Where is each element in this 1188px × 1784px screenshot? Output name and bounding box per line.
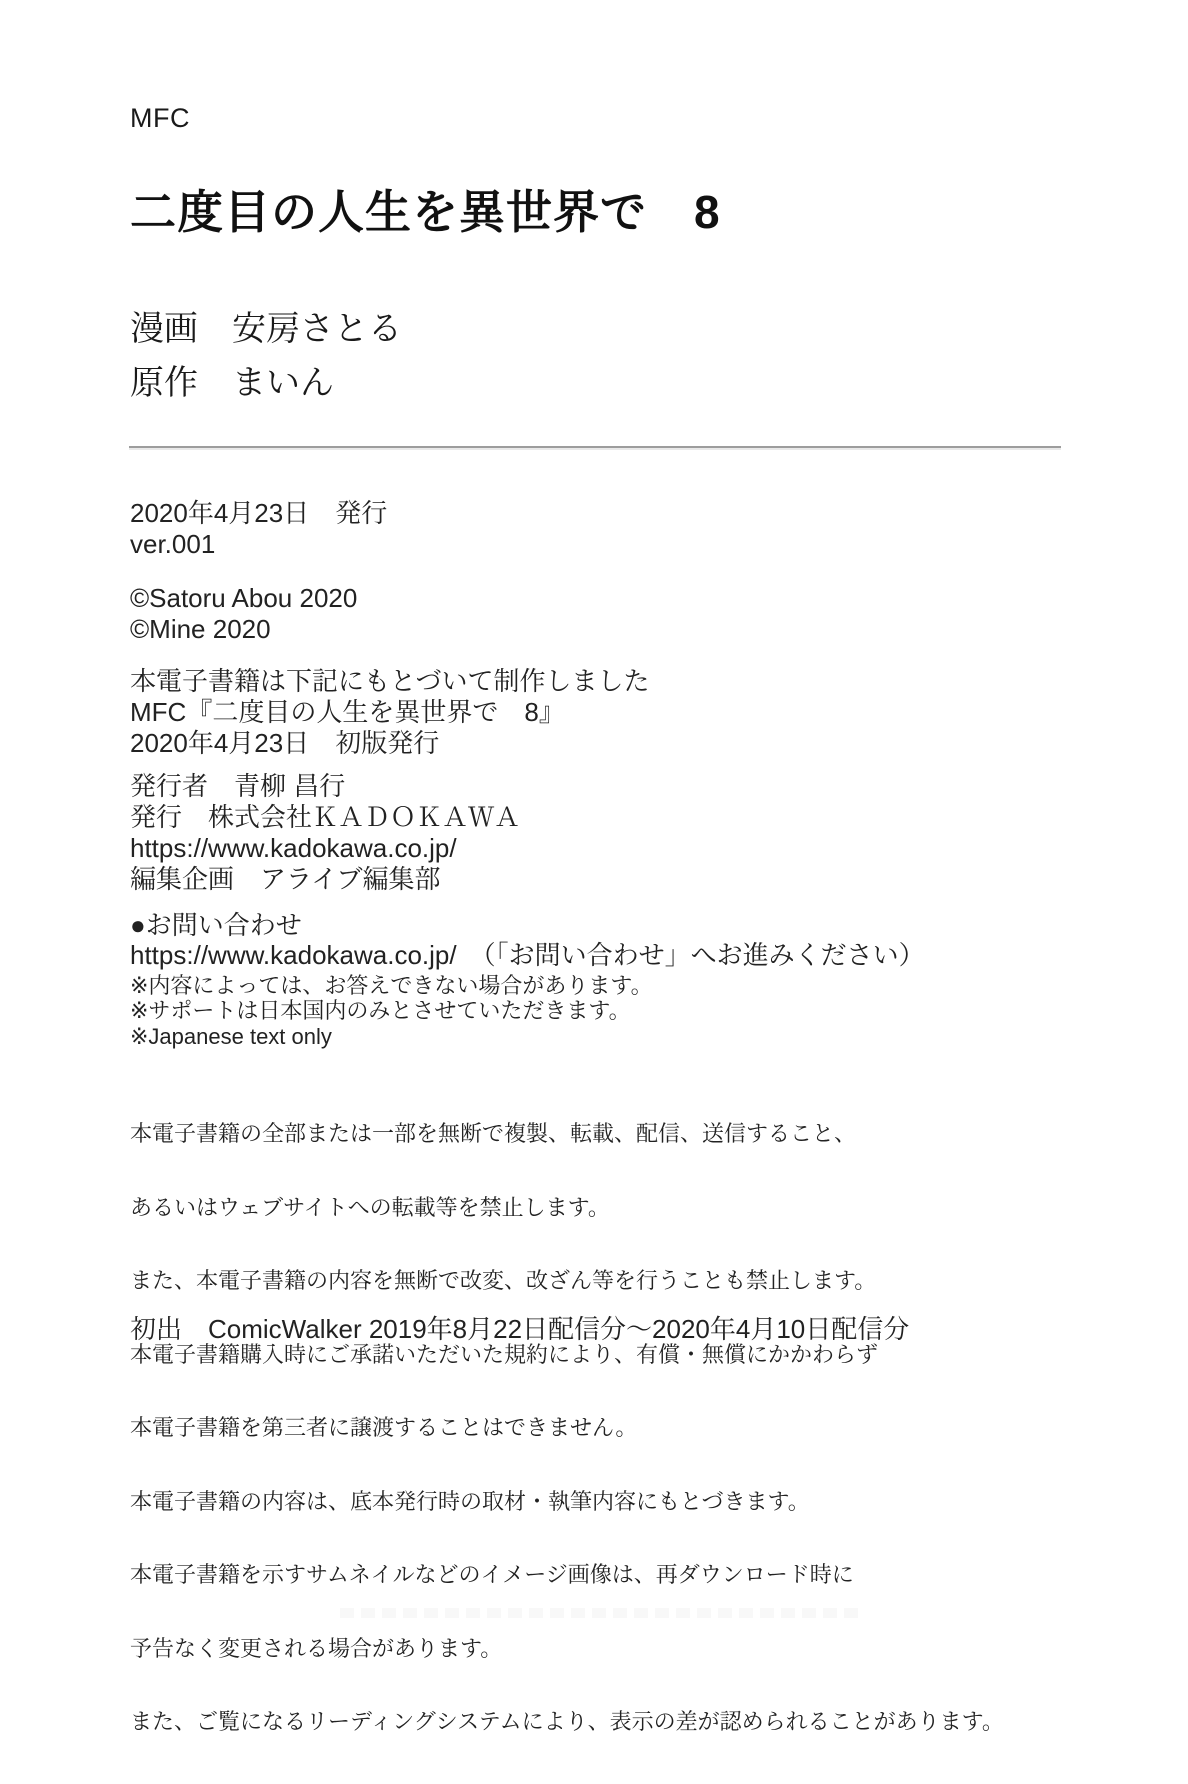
imprint-label: MFC	[130, 103, 190, 133]
cut-off-text-line	[340, 1608, 862, 1618]
source-first-edition-date: 2020年4月23日 初版発行	[130, 728, 440, 758]
legal-line: 本電子書籍を示すサムネイルなどのイメージ画像は、再ダウンロード時に	[130, 1562, 854, 1587]
contact-note: ※サポートは日本国内のみとさせていただきます。	[130, 998, 631, 1023]
first-publication-line: 初出 ComicWalker 2019年8月22日配信分〜2020年4月10日配信分	[130, 1314, 910, 1344]
contact-url-line: https://www.kadokawa.co.jp/ （「お問い合わせ」へお進みください）	[130, 940, 925, 970]
contact-note: ※内容によっては、お答えできない場合があります。	[130, 973, 653, 998]
credit-manga-artist: 漫画 安房さとる	[130, 310, 402, 348]
source-note-line: 本電子書籍は下記にもとづいて制作しました	[130, 666, 650, 696]
legal-line: 予告なく変更される場合があります。	[130, 1635, 503, 1661]
contact-note-language: ※Japanese text only	[130, 1024, 332, 1049]
publisher-company-line: 発行 株式会社ＫＡＤＯＫＡＷＡ	[130, 802, 521, 832]
source-edition-line: MFC『二度目の人生を異世界で 8』	[130, 697, 565, 727]
legal-line: 本電子書籍購入時にご承諾いただいた規約により、有償・無償にかかわらず	[130, 1341, 879, 1367]
publisher-url: https://www.kadokawa.co.jp/	[130, 833, 457, 863]
editorial-planning-line: 編集企画 アライブ編集部	[130, 864, 441, 894]
divider	[129, 446, 1061, 450]
contact-heading: ●お問い合わせ	[130, 910, 302, 940]
issue-date-line: 2020年4月23日 発行	[130, 498, 388, 528]
legal-notice-paragraph	[130, 1073, 1004, 1784]
legal-line: 本電子書籍の内容は、底本発行時の取材・執筆内容にもとづきます。	[130, 1488, 810, 1514]
legal-line: 本電子書籍の全部または一部を無断で複製、転載、配信、送信すること、	[130, 1121, 857, 1146]
legal-line: 本電子書籍を第三者に譲渡することはできません。	[130, 1415, 638, 1440]
publisher-person-line: 発行者 青柳 昌行	[130, 771, 346, 801]
credit-original-author: 原作 まいん	[130, 364, 334, 402]
legal-line: また、本電子書籍の内容を無断で改変、改ざん等を行うことも禁止します。	[130, 1268, 877, 1293]
copyright-artist: ©Satoru Abou 2020	[130, 583, 358, 613]
version-line: ver.001	[130, 529, 216, 559]
book-title: 二度目の人生を異世界で 8	[130, 186, 721, 238]
legal-line: あるいはウェブサイトへの転載等を禁止します。	[130, 1194, 610, 1220]
legal-line: また、ご覧になるリーディングシステムにより、表示の差が認められることがあります。	[130, 1709, 1004, 1734]
copyright-author: ©Mine 2020	[130, 614, 271, 644]
